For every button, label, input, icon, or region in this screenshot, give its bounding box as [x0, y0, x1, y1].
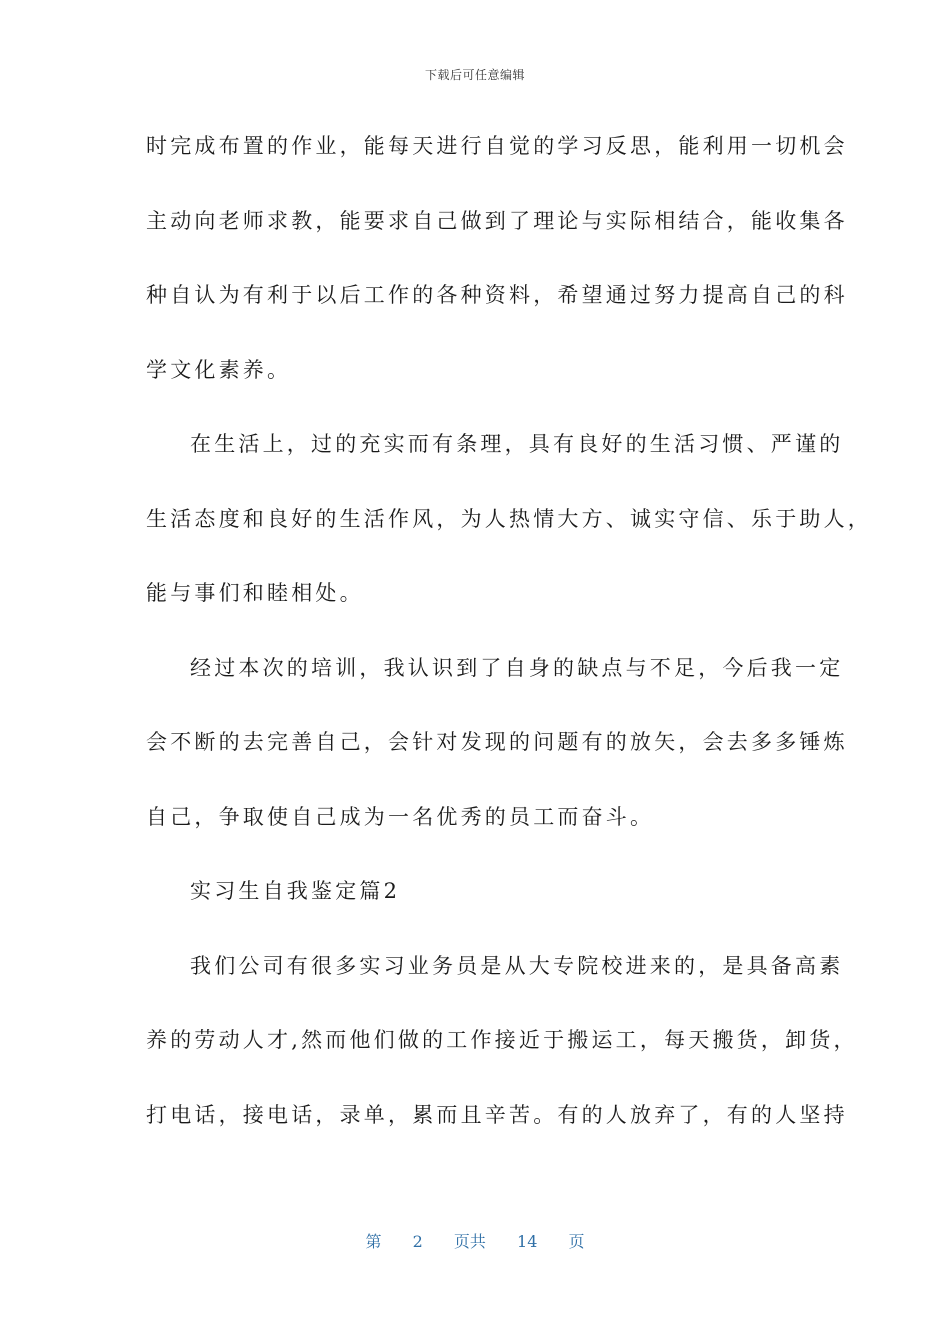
paragraph-first-line: 在生活上，过的充实而有条理，具有良好的生活习惯、严谨的	[190, 432, 844, 456]
text-line: 时完成布置的作业，能每天进行自觉的学习反思，能利用一切机会	[146, 134, 848, 158]
footer-middle: 页共	[453, 1232, 486, 1251]
text-line: 主动向老师求教，能要求自己做到了理论与实际相结合，能收集各	[146, 208, 848, 233]
text-line: 种自认为有利于以后工作的各种资料，希望通过努力提高自己的科	[146, 283, 848, 307]
page-header-note: 下载后可任意编辑	[424, 68, 525, 82]
text-line: 自己，争取使自己成为一名优秀的员工而奋斗。	[146, 804, 655, 829]
text-line: 养的劳动人才,然而他们做的工作接近于搬运工，每天搬货，卸货，	[146, 1028, 858, 1052]
text-line: 会不断的去完善自己，会针对发现的问题有的放矢，会去多多锤炼	[146, 730, 848, 754]
page-number-footer	[0, 1229, 950, 1252]
text-line: 生活态度和良好的生活作风，为人热情大方、诚实守信、乐于助人，	[146, 506, 872, 531]
footer-prefix: 第	[365, 1232, 382, 1251]
text-line: 打电话，接电话，录单，累而且辛苦。有的人放弃了，有的人坚持	[146, 1102, 848, 1127]
text-line: 学文化素养。	[146, 357, 292, 382]
paragraph-first-line: 我们公司有很多实习业务员是从大专院校进来的，是具备高素	[190, 953, 844, 978]
text-line: 能与事们和睦相处。	[146, 581, 364, 605]
footer-total-pages: 14	[517, 1232, 538, 1251]
footer-suffix: 页	[568, 1232, 585, 1251]
footer-current-page: 2	[412, 1232, 423, 1251]
section-heading: 实习生自我鉴定篇2	[190, 879, 401, 903]
document-body	[146, 128, 872, 1171]
paragraph-first-line: 经过本次的培训，我认识到了自身的缺点与不足，今后我一定	[190, 655, 844, 680]
